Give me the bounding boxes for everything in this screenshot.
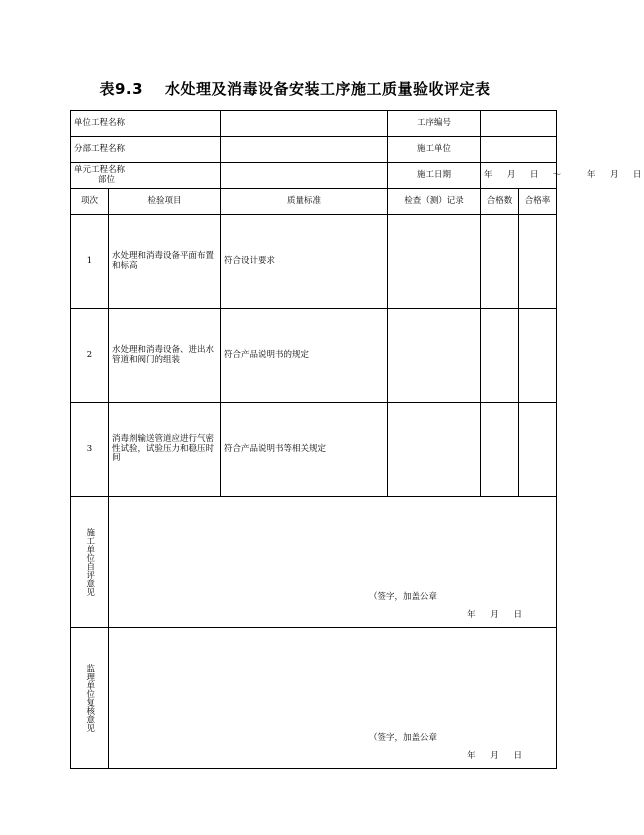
supervision-opinion-label [71,628,109,769]
item-no: 2 [71,309,109,403]
construction-opinion-label [71,497,109,628]
opinion-row-construction [71,497,557,628]
table-row [71,309,557,403]
supervision-opinion-field[interactable] [109,628,557,769]
supervision-signature-date: 年 月 日 [467,751,529,761]
construction-signature-note: （签字，加盖公章 [369,592,438,602]
table-title: 水处理及消毒设备安装工序施工质量验收评定表 [165,80,491,98]
header-row-element-project [71,163,557,189]
item-qualified-count-field[interactable] [481,403,519,497]
item-standard: 符合产品说明书的规定 [221,309,388,403]
col-header-no: 项次 [71,189,109,215]
element-project-label [71,163,221,189]
col-header-standard: 质量标准 [221,189,388,215]
construction-date-label: 施工日期 [388,163,481,189]
process-no-label: 工序编号 [388,111,481,137]
item-name: 消毒剂输送管道应进行气密性试验，试验压力和稳压时间 [109,403,221,497]
item-no: 3 [71,403,109,497]
item-qualified-rate-field[interactable] [519,215,557,309]
element-project-label-line2: 部位 [98,174,116,185]
item-standard: 符合产品说明书等相关规定 [221,403,388,497]
item-qualified-count-field[interactable] [481,215,519,309]
table-number: 表9.3 [99,80,144,98]
element-project-field[interactable] [221,163,388,189]
item-qualified-rate-field[interactable] [519,403,557,497]
supervision-signature-note: （签字，加盖公章 [369,733,438,743]
unit-project-label: 单位工程名称 [71,111,221,137]
item-qualified-count-field[interactable] [481,309,519,403]
col-header-qualified-count: 合格数 [481,189,519,215]
unit-project-field[interactable] [221,111,388,137]
construction-unit-label: 施工单位 [388,137,481,163]
construction-unit-field[interactable] [481,137,557,163]
item-name: 水处理和消毒设备平面布置和标高 [109,215,221,309]
page-title [0,78,590,99]
construction-opinion-field[interactable] [109,497,557,628]
item-record-field[interactable] [388,403,481,497]
table-row [71,403,557,497]
construction-signature-date: 年 月 日 [467,610,529,620]
item-record-field[interactable] [388,215,481,309]
opinion-row-supervision [71,628,557,769]
sub-project-label: 分部工程名称 [71,137,221,163]
construction-opinion-label-text: 施工单位自评意见 [84,528,95,596]
item-no: 1 [71,215,109,309]
col-header-qualified-rate: 合格率 [519,189,557,215]
header-row-unit-project [71,111,557,137]
supervision-opinion-label-text: 监理单位复核意见 [84,664,95,732]
item-standard: 符合设计要求 [221,215,388,309]
sub-project-field[interactable] [221,137,388,163]
item-record-field[interactable] [388,309,481,403]
item-name: 水处理和消毒设备、进出水管道和阀门的组装 [109,309,221,403]
process-no-field[interactable] [481,111,557,137]
col-header-record: 检查（测）记录 [388,189,481,215]
element-project-label-line1: 单元工程名称 [74,165,126,176]
col-header-item: 检验项目 [109,189,221,215]
evaluation-form-table [70,110,644,769]
construction-date-field[interactable]: 年 月 日 ～ 年 月 日 [481,163,557,189]
table-row [71,215,557,309]
column-header-row [71,189,557,215]
header-row-sub-project [71,137,557,163]
item-qualified-rate-field[interactable] [519,309,557,403]
